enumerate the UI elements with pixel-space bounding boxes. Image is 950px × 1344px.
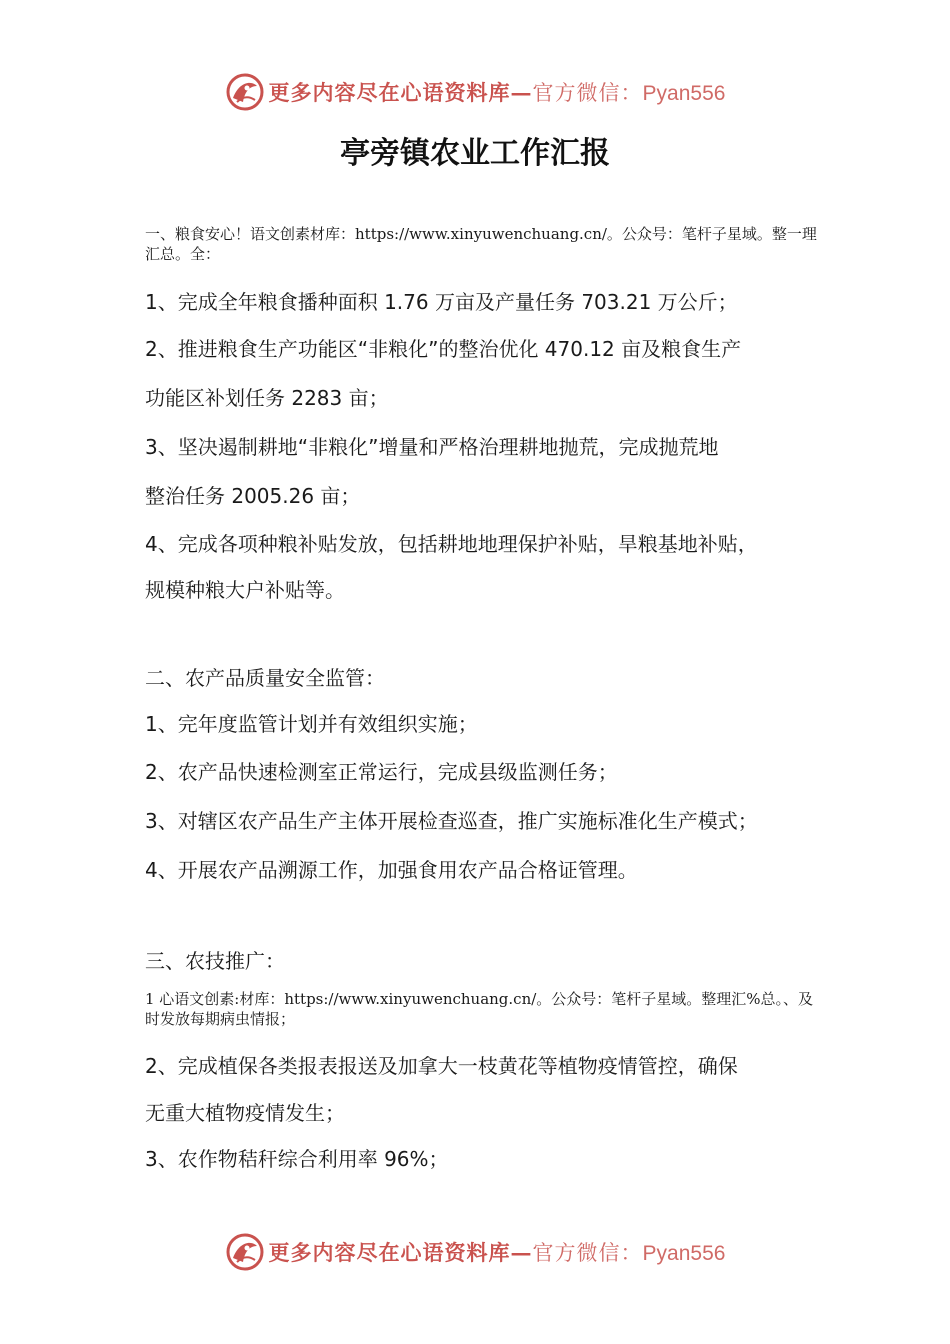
paragraph-line: 4、完成各项种粮补贴发放，包括耕地地理保护补贴，旱粮基地补贴， xyxy=(145,532,758,556)
paragraph-line: 3、农作物秸秆综合利用率 96%； xyxy=(145,1147,449,1171)
flower-logo-icon xyxy=(225,72,265,112)
flower-logo-icon xyxy=(225,1232,265,1272)
banner-text: 更多内容尽在心语资料库—官方微信：Pyan556 xyxy=(268,80,726,105)
footer-banner xyxy=(0,1232,950,1272)
paragraph-line: 2、农产品快速检测室正常运行，完成县级监测任务； xyxy=(145,760,618,784)
paragraph-line: 2、完成植保各类报表报送及加拿大一枝黄花等植物疫情管控，确保 xyxy=(145,1054,738,1078)
page-title: 亭旁镇农业工作汇报 xyxy=(340,136,610,171)
paragraph-line: 4、开展农产品溯源工作，加强食用农产品合格证管理。 xyxy=(145,858,638,882)
paragraph-line: 规模种粮大户补贴等。 xyxy=(145,578,345,602)
paragraph-line: 无重大植物疫情发生； xyxy=(145,1101,345,1125)
paragraph-line: 3、坚决遏制耕地“非粮化”增量和严格治理耕地抛荒，完成抛荒地 xyxy=(145,435,719,459)
section-3-note: 1 心语文创素:材库：https://www.xinyuwenchuang.cn/。公众号：笔杆子星域。整理汇%总。、及时发放每期病虫情报； xyxy=(145,990,814,1028)
paragraph-line: 1、完年度监管计划并有效组织实施； xyxy=(145,712,478,736)
section-1-heading: 一、粮食安心！语文创素材库：https://www.xinyuwenchuang.cn/。公众号：笔杆子星域。整一理汇总。全： xyxy=(145,225,817,263)
section-2-heading: 二、农产品质量安全监管： xyxy=(145,666,385,690)
paragraph-line: 功能区补划任务 2283 亩； xyxy=(145,386,389,410)
section-3-heading: 三、农技推广： xyxy=(145,949,285,973)
banner-text: 更多内容尽在心语资料库—官方微信：Pyan556 xyxy=(268,1240,726,1265)
paragraph-line: 1、完成全年粮食播种面积 1.76 万亩及产量任务 703.21 万公斤； xyxy=(145,290,738,314)
paragraph-line: 2、推进粮食生产功能区“非粮化”的整治优化 470.12 亩及粮食生产 xyxy=(145,337,742,361)
paragraph-line: 整治任务 2005.26 亩； xyxy=(145,484,361,508)
header-banner xyxy=(0,72,950,112)
paragraph-line: 3、对辖区农产品生产主体开展检查巡查，推广实施标准化生产模式； xyxy=(145,809,758,833)
